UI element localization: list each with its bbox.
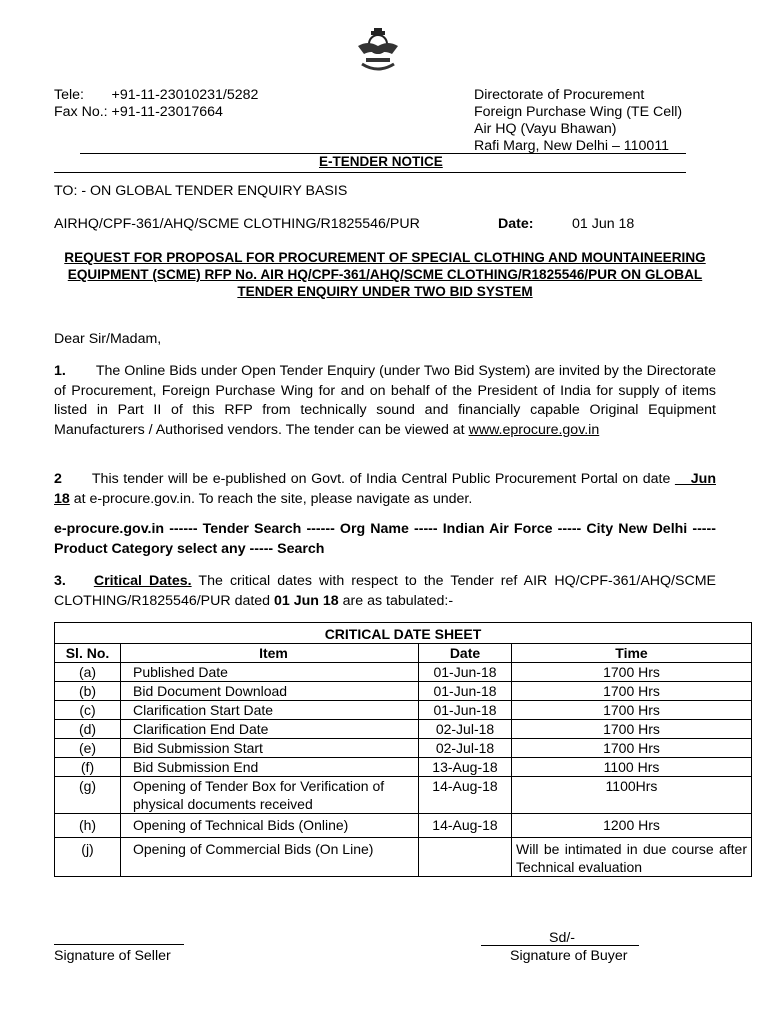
- time-cell: 1700 Hrs: [512, 682, 752, 701]
- notice-heading: E-TENDER NOTICE: [319, 154, 443, 169]
- time-cell: 1700 Hrs: [512, 663, 752, 682]
- table-row: [55, 758, 752, 777]
- reference-number: AIRHQ/CPF-361/AHQ/SCME CLOTHING/R1825546/PUR: [54, 216, 420, 232]
- item-cell: Bid Submission End: [121, 758, 419, 777]
- serial-cell: (e): [55, 739, 121, 758]
- item-cell: Published Date: [121, 663, 419, 682]
- serial-cell: (b): [55, 682, 121, 701]
- seller-signature-line: [54, 944, 184, 945]
- signed-mark: Sd/-: [549, 930, 576, 946]
- time-cell: 1700 Hrs: [512, 720, 752, 739]
- paragraph-number: 3.: [54, 573, 66, 589]
- table-row: [55, 777, 752, 814]
- critical-dates-heading: Critical Dates.: [93, 573, 192, 589]
- item-cell: Bid Document Download: [121, 682, 419, 701]
- paragraph-text: The critical dates with respect to the Tender ref AIR HQ/CPF-361/AHQ/SCME CLOTHING/R1825546/PUR dated: [54, 573, 716, 609]
- critical-date-sheet: [54, 622, 752, 877]
- serial-cell: (f): [55, 758, 121, 777]
- table-row: [55, 720, 752, 739]
- item-cell: Clarification Start Date: [121, 701, 419, 720]
- navigation-path: e-procure.gov.in ------ Tender Search ------ Org Name ----- Indian Air Force ----- City New Delhi ----- Product Category select any ----- Search: [54, 521, 716, 557]
- table-row: [55, 682, 752, 701]
- table-row: [55, 739, 752, 758]
- serial-cell: (j): [55, 838, 121, 877]
- fax: Fax No.: +91-11-23017664: [54, 104, 223, 120]
- address-line: Directorate of Procurement: [474, 87, 645, 103]
- column-header: Item: [121, 644, 419, 663]
- paragraph-text: at e-procure.gov.in. To reach the site, please navigate as under.: [69, 490, 473, 507]
- time-cell: 1700 Hrs: [512, 701, 752, 720]
- item-cell: Opening of Commercial Bids (On Line): [121, 838, 419, 877]
- date-cell: 01-Jun-18: [419, 663, 512, 682]
- date-cell: [419, 838, 512, 877]
- publish-date-blank: __Jun 18: [54, 471, 716, 507]
- item-cell: Opening of Tender Box for Verification of physical documents received: [121, 777, 419, 814]
- date-cell: 01-Jun-18: [419, 682, 512, 701]
- salutation: Dear Sir/Madam,: [54, 331, 162, 347]
- rfp-title: REQUEST FOR PROPOSAL FOR PROCUREMENT OF SPECIAL CLOTHING AND MOUNTAINEERING EQUIPMENT (SCME) RFP No. AIR HQ/CPF-361/AHQ/SCME CLOTHING/R1825546/PUR ON GLOBAL TENDER ENQUIRY UNDER TWO BID SYSTEM: [64, 250, 706, 299]
- date-cell: 13-Aug-18: [419, 758, 512, 777]
- buyer-signature-label: Signature of Buyer: [510, 948, 628, 964]
- date-value: 01 Jun 18: [572, 216, 635, 232]
- time-cell: 1100 Hrs: [512, 758, 752, 777]
- buyer-signature-line: [481, 945, 639, 946]
- serial-cell: (a): [55, 663, 121, 682]
- paragraph-2: [54, 470, 716, 509]
- table-row: [55, 814, 752, 838]
- serial-cell: (h): [55, 814, 121, 838]
- column-header: Time: [512, 644, 752, 663]
- paragraph-text: are as tabulated:-: [338, 592, 454, 609]
- paragraph-1: [54, 362, 716, 440]
- table-row: [55, 701, 752, 720]
- table-row: [55, 838, 752, 877]
- eprocure-link[interactable]: www.eprocure.gov.in: [468, 421, 600, 438]
- paragraph-text: The Online Bids under Open Tender Enquiry (under Two Bid System) are invited by the Directorate of Procurement, Foreign Purchase Wing for and on behalf of the President of India for supply of items listed in Part II of this RFP from technically sound and financially capable Original Equipment Manufacturers / Authorised vendors. The tender can be viewed at: [54, 363, 716, 438]
- address-line: Foreign Purchase Wing (TE Cell): [474, 104, 683, 120]
- serial-cell: (g): [55, 777, 121, 814]
- column-header: Sl. No.: [55, 644, 121, 663]
- air-force-crest-icon: [354, 24, 402, 76]
- time-cell: Will be intimated in due course after Technical evaluation: [512, 838, 752, 877]
- serial-cell: (d): [55, 720, 121, 739]
- date-cell: 02-Jul-18: [419, 739, 512, 758]
- contact-block: [54, 87, 258, 121]
- table-title-row: [55, 623, 752, 644]
- time-cell: 1100Hrs: [512, 777, 752, 814]
- seller-signature-label: Signature of Seller: [54, 948, 171, 964]
- item-cell: Opening of Technical Bids (Online): [121, 814, 419, 838]
- header-divider: [54, 172, 686, 173]
- column-header: Date: [419, 644, 512, 663]
- tender-date: 01 Jun 18: [274, 592, 339, 609]
- paragraph-text: This tender will be e-published on Govt. of India Central Public Procurement Portal on date: [91, 471, 675, 487]
- date-cell: 14-Aug-18: [419, 814, 512, 838]
- time-cell: 1200 Hrs: [512, 814, 752, 838]
- serial-cell: (c): [55, 701, 121, 720]
- paragraph-3: [54, 572, 716, 611]
- date-cell: 14-Aug-18: [419, 777, 512, 814]
- paragraph-number: 2: [54, 471, 62, 487]
- time-cell: 1700 Hrs: [512, 739, 752, 758]
- date-label: Date:: [498, 216, 534, 232]
- address-line: Rafi Marg, New Delhi – 110011: [474, 138, 670, 154]
- paragraph-number: 1.: [54, 363, 66, 379]
- item-cell: Clarification End Date: [121, 720, 419, 739]
- item-cell: Bid Submission Start: [121, 739, 419, 758]
- address-line: Air HQ (Vayu Bhawan): [474, 121, 617, 137]
- office-address: [474, 87, 682, 155]
- table-row: [55, 663, 752, 682]
- table-header-row: [55, 644, 752, 663]
- date-cell: 02-Jul-18: [419, 720, 512, 739]
- addressee-line: TO: - ON GLOBAL TENDER ENQUIRY BASIS: [54, 183, 348, 199]
- telephone: Tele: +91-11-23010231/5282: [54, 87, 259, 103]
- table-title: CRITICAL DATE SHEET: [55, 623, 752, 644]
- date-cell: 01-Jun-18: [419, 701, 512, 720]
